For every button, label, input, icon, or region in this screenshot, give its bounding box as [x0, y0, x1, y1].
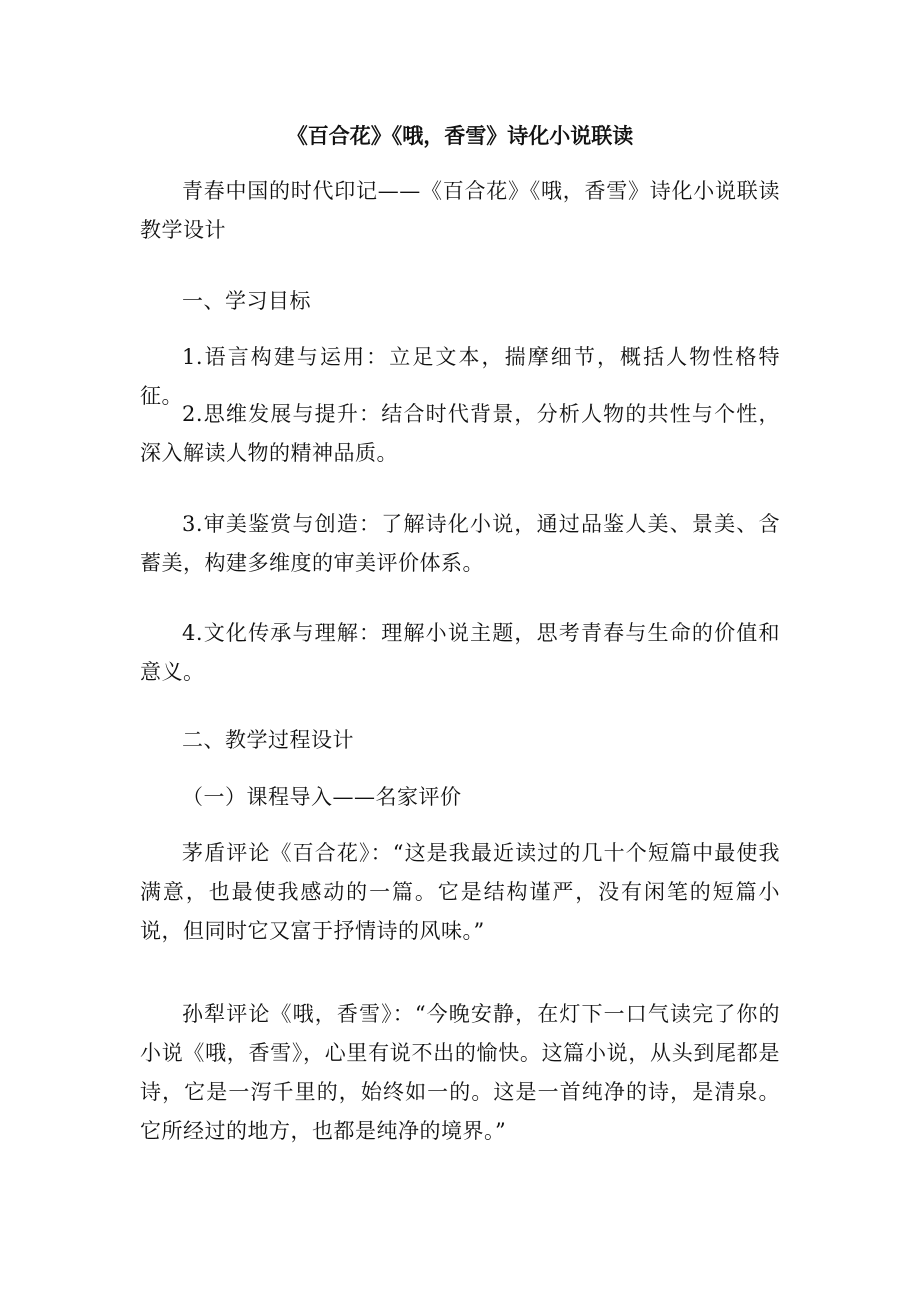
subtitle-paragraph: 青春中国的时代印记——《百合花》《哦，香雪》诗化小说联读教学设计 [140, 179, 780, 242]
objective-4: 4.文化传承与理解：理解小说主题，思考青春与生命的价值和意义。 [140, 621, 780, 684]
quote-maodun: 茅盾评论《百合花》：“这是我最近读过的几十个短篇中最使我满意，也最使我感动的一篇。它是结构谨严，没有闲笔的短篇小说，但同时它又富于抒情诗的风味。” [140, 841, 780, 943]
quote-sunli: 孙犁评论《哦，香雪》：“今晚安静，在灯下一口气读完了你的小说《哦，香雪》，心里有说不出的愉快。这篇小说，从头到尾都是诗，它是一泻千里的，始终如一的。这是一首纯净的诗，是清泉。它所经过的地方，也都是纯净的境界。” [140, 1002, 780, 1143]
section-heading-objectives: 一、学习目标 [182, 289, 311, 313]
objective-2: 2.思维发展与提升：结合时代背景，分析人物的共性与个性，深入解读人物的精神品质。 [140, 402, 780, 465]
document-title: 《百合花》《哦，香雪》诗化小说联读 [286, 123, 634, 148]
objective-1: 1.语言构建与运用：立足文本，揣摩细节，概括人物性格特征。 [140, 345, 780, 408]
objective-3: 3.审美鉴赏与创造：了解诗化小说，通过品鉴人美、景美、含蓄美，构建多维度的审美评价体系。 [140, 512, 780, 575]
subsection-heading-intro: （一）课程导入——名家评价 [182, 785, 462, 809]
section-heading-process: 二、教学过程设计 [182, 728, 354, 752]
